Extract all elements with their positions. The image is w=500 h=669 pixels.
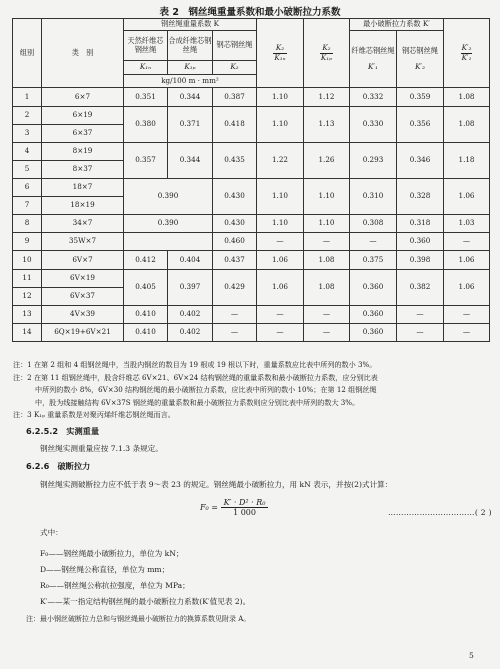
table-cell: 1.10	[304, 179, 350, 215]
table-cell	[124, 233, 213, 251]
formula-lhs: F₀ =	[200, 503, 219, 512]
table-cell: 0.351	[124, 88, 168, 107]
header-k1p: K₁ₚ	[168, 61, 213, 75]
table-cell: 6	[13, 179, 42, 197]
table-cell: 0.380	[124, 107, 168, 143]
table-cell: 10	[13, 251, 42, 270]
table-cell: 0.375	[350, 251, 397, 270]
table-cell: 0.359	[397, 88, 444, 107]
table-cell: 1.10	[257, 88, 304, 107]
table-cell: 14	[13, 324, 42, 342]
table-cell: 1.08	[444, 88, 490, 107]
table-cell: 0.402	[168, 306, 213, 324]
header-k1n: K₁ₙ	[124, 61, 168, 75]
table-cell: 0.318	[397, 215, 444, 233]
definition-r0: R₀——钢丝绳公称抗拉强度，单位为 MPa；	[40, 581, 190, 590]
header-group: 组别	[13, 19, 42, 88]
note-3: 注：3 K₁ₚ 重量系数是对聚丙烯纤维芯钢丝绳而言。	[13, 410, 175, 419]
table-cell: 1.13	[304, 107, 350, 143]
header-weight-coefficient: 钢丝绳重量系数 K	[124, 19, 257, 31]
table-cell: 0.405	[124, 270, 168, 306]
table-cell: 0.390	[124, 179, 213, 215]
table-cell: 0.344	[168, 88, 213, 107]
table-cell: 13	[13, 306, 42, 324]
table-cell: 4V×39	[42, 306, 124, 324]
table-cell: —	[213, 324, 257, 342]
table-cell: 0.430	[213, 179, 257, 215]
table-cell: 6×19	[42, 107, 124, 125]
header-ratio-k2-k1n: $\frac{\text{K₂}}{\text{K₁ₙ}}$	[257, 19, 304, 88]
header-natural-fiber: 天然纤维芯钢丝绳	[124, 31, 168, 61]
table-cell: 0.460	[213, 233, 257, 251]
table-cell: 8×37	[42, 161, 124, 179]
table-cell: 6×37	[42, 125, 124, 143]
table-cell: 1.06	[257, 270, 304, 306]
formula	[200, 498, 268, 517]
table-cell: —	[397, 324, 444, 342]
table-cell: 1.10	[304, 215, 350, 233]
table-cell: 0.430	[213, 215, 257, 233]
table-cell: 0.293	[350, 143, 397, 179]
table-cell: 1.06	[444, 270, 490, 306]
table-cell: 8×19	[42, 143, 124, 161]
table-cell: 0.346	[397, 143, 444, 179]
table-cell: 1.06	[257, 251, 304, 270]
table-cell: 1.03	[444, 215, 490, 233]
table-cell: 0.387	[213, 88, 257, 107]
table-cell: 0.360	[397, 233, 444, 251]
table-cell: —	[257, 306, 304, 324]
table-cell: 1.06	[444, 251, 490, 270]
table-cell: 6V×7	[42, 251, 124, 270]
table-cell: —	[257, 233, 304, 251]
table-cell: 4	[13, 143, 42, 161]
table-cell: 0.429	[213, 270, 257, 306]
table-cell: 34×7	[42, 215, 124, 233]
table-cell: 0.360	[350, 270, 397, 306]
table-cell: 3	[13, 125, 42, 143]
note-1: 注：1 在第 2 组和 4 组钢丝绳中，当股内钢丝的数目为 19 根或 19 根以下时，重量系数应比表中所列的数小 3%。	[13, 360, 377, 369]
table-cell: 6V×19	[42, 270, 124, 288]
table-cell: 0.310	[350, 179, 397, 215]
table-cell: 0.398	[397, 251, 444, 270]
table-cell: 1.26	[304, 143, 350, 179]
table-cell: 0.344	[168, 143, 213, 179]
table-cell: 1.18	[444, 143, 490, 179]
formula-numerator: K′ · D² · R₀	[221, 498, 269, 508]
table-cell: 0.371	[168, 107, 213, 143]
definition-kprime: K′——某一指定结构钢丝绳的最小破断拉力系数(K′值见表 2)。	[40, 597, 251, 606]
header-steel-core: 钢芯钢丝绳	[213, 31, 257, 61]
table-cell: 7	[13, 197, 42, 215]
table-cell: 0.402	[168, 324, 213, 342]
table-cell: 0.308	[350, 215, 397, 233]
table-cell: 0.435	[213, 143, 257, 179]
table-cell: 5	[13, 161, 42, 179]
symbol-definitions	[40, 546, 250, 610]
table-cell: —	[304, 233, 350, 251]
table-cell: 2	[13, 107, 42, 125]
table-cell: 0.332	[350, 88, 397, 107]
table-notes	[13, 359, 489, 422]
header-unit: kg/100 m · mm²	[124, 75, 257, 88]
table-cell: 0.390	[124, 215, 213, 233]
note-2: 注：2 在第 11 组钢丝绳中，股含纤维芯 6V×21、6V×24 结构钢丝绳的重量系数和最小破断拉力系数，应分别比表	[13, 372, 378, 382]
table-cell: —	[304, 324, 350, 342]
header-synthetic-fiber: 合成纤维芯钢丝绳	[168, 31, 213, 61]
table-cell: 0.382	[397, 270, 444, 306]
header-k2: K₂	[213, 61, 257, 75]
table-cell: 0.356	[397, 107, 444, 143]
table-cell: 0.410	[124, 324, 168, 342]
page-number: 5	[469, 651, 474, 660]
table-cell: 0.357	[124, 143, 168, 179]
table-cell: —	[213, 306, 257, 324]
formula-denominator: 1 000	[233, 508, 256, 517]
header-ratio-k2-k1p: $\frac{\text{K₂}}{\text{K₁ₚ}}$	[304, 19, 350, 88]
table-cell: 1.10	[257, 215, 304, 233]
table-cell: 6×7	[42, 88, 124, 107]
table-cell: —	[350, 233, 397, 251]
table-cell: 1.10	[257, 179, 304, 215]
section-text-breaking-force: 钢丝绳实测破断拉力应不低于表 9～表 23 的规定。钢丝绳最小破断拉力，用 kN 表示，并按(2)式计算：	[40, 480, 393, 489]
table-caption: 表 2 钢丝绳重量系数和最小破断拉力系数	[159, 7, 341, 18]
table-cell: —	[257, 324, 304, 342]
table-cell: 9	[13, 233, 42, 251]
table-cell: 18×7	[42, 179, 124, 197]
table-cell: 1.08	[304, 270, 350, 306]
table-cell: 0.404	[168, 251, 213, 270]
table-cell: 6V×37	[42, 288, 124, 306]
table-cell: 0.360	[350, 306, 397, 324]
table-cell: 0.330	[350, 107, 397, 143]
table-cell: —	[397, 306, 444, 324]
table-cell: 0.328	[397, 179, 444, 215]
table-cell: 1.10	[257, 107, 304, 143]
table-cell: 1.06	[444, 179, 490, 215]
table-cell: 18×19	[42, 197, 124, 215]
table-cell: —	[444, 306, 490, 324]
section-heading-breaking-force: 6.2.6 破断拉力	[26, 461, 91, 471]
table-cell: —	[304, 306, 350, 324]
header-steel-core-2: 钢芯钢丝绳 K′₂	[397, 31, 444, 88]
table-cell: 1.08	[444, 107, 490, 143]
table-cell: 35W×7	[42, 233, 124, 251]
header-category: 类 别	[42, 19, 124, 88]
note-2-cont: 中所列的数小 8%，6V×30 结构钢丝绳的最小破断拉力系数，应比表中所列的数小 10%；在第 12 组钢丝绳	[35, 385, 377, 394]
table-cell: —	[444, 233, 490, 251]
table-cell: —	[444, 324, 490, 342]
table-cell: 0.412	[124, 251, 168, 270]
table-cell: 1.22	[257, 143, 304, 179]
header-fiber-core: 纤维芯钢丝绳 K′₁	[350, 31, 397, 88]
table-cell: 12	[13, 288, 42, 306]
table-cell: 1.08	[304, 251, 350, 270]
definition-d: D——钢丝绳公称直径，单位为 mm；	[40, 565, 170, 574]
table-cell: 0.437	[213, 251, 257, 270]
where-label: 式中：	[40, 528, 63, 537]
section-text-measured-weight: 钢丝绳实测重量应按 7.1.3 条规定。	[40, 444, 163, 453]
table-cell: 1	[13, 88, 42, 107]
table-cell: 1.12	[304, 88, 350, 107]
table-cell: 0.410	[124, 306, 168, 324]
table-cell: 0.418	[213, 107, 257, 143]
table-cell: 0.360	[350, 324, 397, 342]
table-cell: 6Q×19+6V×21	[42, 324, 124, 342]
footnote: 注：最小钢丝破断拉力总和与钢丝绳最小破断拉力的换算系数见附录 A。	[26, 615, 251, 623]
table-cell: 11	[13, 270, 42, 288]
definition-f0: F₀——钢丝绳最小破断拉力，单位为 kN；	[40, 549, 184, 558]
equation-number: ……………………………( 2 )	[388, 508, 492, 517]
header-break-coefficient: 最小破断拉力系数 K′	[350, 19, 444, 31]
table-cell: 8	[13, 215, 42, 233]
section-heading-measured-weight: 6.2.5.2 实测重量	[26, 426, 100, 436]
note-2-cont: 中，股为线接触结构 6V×37S 钢丝绳的重量系数和最小破断拉力系数则应分别比表中所列的数大 3%。	[35, 397, 360, 407]
coefficient-table	[12, 18, 490, 342]
table-cell: 0.397	[168, 270, 213, 306]
header-ratio-prime: $\frac{\text{K′₂}}{\text{K′₁}}$	[444, 19, 490, 88]
